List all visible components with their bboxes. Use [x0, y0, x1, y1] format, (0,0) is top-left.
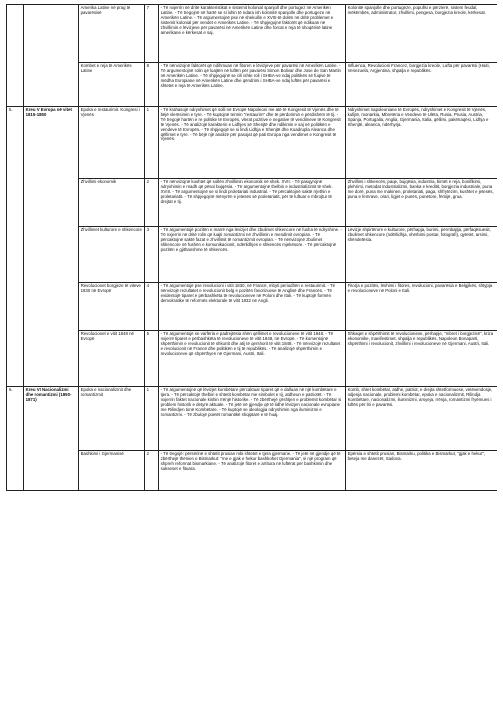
topic-cell: Revolucionet e vitit 1848 në Evropë: [79, 331, 145, 387]
objectives-cell: - Të nënvizojnë faktorët që ndihmuan në fitoren e lëvizjeve për pavarësi në Amerikën Latine. - Të argumentojnë rolin që luajtën në luftën për pavarësi Simon Bolivar dhe Jose de San Martin në Amerikën Latine. - Të shpjegojnë se cili ishte roli i SHBA-ve ndaj politikës së fuqive të mëdha Evropiane në Amerikën Latine dhe qëndrimi i SHBA-ve ndaj luftës për pavarësi e shtetet e reja të Amerikës Latine.: [159, 63, 346, 107]
objectives-cell: - Të argumentojë pozitën e marrë nga lëvizjet dhe zbulimet shkencore në fusha të ndryshme. - Të nxjerrin në dritë rolin që luajti romantizmi në zhvillimin e mendimit evropian. - Të përcaktojnë saktë fazat e zhvillimit të romantizmit evropian. - Të nënvizojnë zbulimet shkencore në fushën e komunikacionit, ndërlidhjes e shkencës mjekësore. - Të përcaktojnë pozitën e gjithanshme të shkencës.: [159, 227, 346, 283]
objectives-cell: - Të argumentojnë që lëvizjet kombëtare përcaktuar tiparet që e dalluan në një kombëtare e tjera. - Të përcaktojë thelbin e shtetit kombëtar me simbolet e tij, atdheun e patriotët. - Të nxjerrin faktet nacionale kishin rrënjë historike. - Të zbërthejë çështjen e problemit kombëtar si problem historik e detyrë aktuale. - Të jetë në gjendje që të lidhë lëvizjen nacionale evropiane me Rilindjen tonë Kombëtare. - Të kuptojë se ideologjia ndryshimin nga iluminizmi e romantizmi. - Të zbulojë poetët romantikë shqiptarë e të huaj.: [159, 387, 346, 451]
table-row: [7, 63, 498, 107]
hours-cell: 1: [145, 387, 159, 451]
module-number-cell: 6.: [7, 387, 24, 491]
topic-cell: Kombet e reja të Amerikës Latine: [79, 63, 145, 107]
topic-cell: Revolucionet borgjeze të viteve 1830 në Evropë: [79, 283, 145, 331]
module-number-cell: 5.: [7, 107, 24, 387]
concepts-cell: Zhvillimi i shkencës, paqe, bujqësia, industria, bimët e reja, bonifikimi, plehrimi, metodat industrializmi, banka e kreditit, borgjezia industriale, puna me dorë, puna me makinen, proletariati, paga, shfrytëzim, kushtet e jetesës, puna e femrave, orari, ligjet e punës, punëtore, fëmijë, grua.: [346, 179, 498, 227]
table-row: [7, 179, 498, 227]
objectives-cell: - Të nxjerrin në dritë karakteristikat e sistemit kolonial spanjoll dhe portugez në Amerikën Latine. - Të tregojnë në hartë se si ishin të ndara ish kolonitë spanjolle dhe portugeze në Amerikën Latine. - Të argumentojnë pse në shekullin e XVIII-të dolën në dritë problemet e sistemit kolonial për vendet e Amerikës Latine. - Të shpjegojnë faktorët që ndikuan në zhvillimin e lëvizjeve për pavarësi në Amerikën Latine dhe forcat e reja të shoqërisë latine amerikane e kërkesat e saj.: [159, 5, 346, 63]
module-number-cell: [7, 5, 24, 107]
topic-cell: Zhvillimet kulturore e shkencore: [79, 227, 145, 283]
table-row: [7, 331, 498, 387]
hours-cell: 7: [145, 5, 159, 63]
table-row: [7, 283, 498, 331]
topic-cell: Epoka e nacionalizmit dhe romantizmit: [79, 387, 145, 451]
module-cell: [24, 387, 79, 491]
hours-cell: 4: [145, 283, 159, 331]
topic-cell: Epoka e restaurimit. Kongresi i Vjenës: [79, 107, 145, 179]
objectives-cell: - Të tregojë: përsërinë e shtetit prusian mbi shtetet e tjera gjermane. - Të jetë në gjendje që të zbërthejë thënien e Bismarkut: "me e gjak e hekur bashkohet Gjermania", si një program që shpreh reformat bismarkiane. - Të analizojë fitoret e arritura në luftërat për bashkimin dhe sukseset e fituara.: [159, 451, 346, 491]
curriculum-table: [6, 4, 497, 491]
concepts-cell: Influenca, Revolucioni Francez, borgjezia kreole, Lufta për pavarësi (Haiti, Venezuela, Argjentina, shpalja e republikës.: [346, 63, 498, 107]
topic-cell: Bashkimi i Gjermanisë: [79, 451, 145, 491]
hours-cell: 2: [145, 451, 159, 491]
objectives-cell: - Të argumentojë se varfëria e padrejtësia shën qëllimet e revolucioneve të vitit 1848. - Të nxjerrë tiparet e përbashkëta të revolucioneve të vitit 1848, në Evropë. - Të komentojnë shpërthimin e revolucionit të shkurtit dhe atij të qershorit të vitit 1848. - Të nënvizojë rezultatet e revolucionit në Francë dhe politikën e tij të republikës. - Të analizojë shpërthimin e revolucioneve që shpërthyen në Gjermani, Austri, Itali.: [159, 331, 346, 387]
concepts-cell: Fitorja e pozitës, lëshimi i fitores, revolucioni, pavarësia e Belgjikës, shtypja e revolucioneve në Poloni e Itali.: [346, 283, 498, 331]
concepts-cell: Kolonitë spanjolle dhe portugeze, popullsi e përzierë, sistem feudal, mëkëmbës, administrator, zhvillimi, pengesa, borgjezia kreole, kërkesat.: [346, 5, 498, 63]
document-page: [6, 4, 497, 709]
hours-cell: 3: [145, 227, 159, 283]
table-row: [7, 227, 498, 283]
hours-cell: 8: [145, 63, 159, 107]
concepts-cell: Ndryshimet napoleoniane të Evropës, ndryshimet e Kongresit të Vjenës, kufijtë, monarkia, Mbretëria e Vendeve të Ulëta, Rusia, Prusia, Austria, Spanja, Portugalia, Anglia, Gjermania, Italia, qëllimi, pakënaqësi, Lidhja e Shenjtë, aleanca, ndërhyrja.: [346, 107, 498, 179]
table-row: [7, 5, 498, 63]
concepts-cell: Shkaqet e shpërthimit të revolucioneve, përhapje, "mbret i borgjezisë", kriza ekonomike, manifestimet, shpalja e republikës, Napoleon Bonaparti, shpërthimi i revolucionit, zhvillimi i revolucioneve në Gjermani, Austri, Itali.: [346, 331, 498, 387]
concepts-cell: Epërsia e shtetit prusian, Bismarku, politika e Bismarkut, "gjak e hekur", beteja me danezët, Sadova.: [346, 451, 498, 491]
hours-cell: 2: [145, 179, 159, 227]
objectives-cell: - Të argumentojë pse revolucioni i vitit 1830, në Francë, mbyti periudhën e restaurimit. - Të nënvizojë rezultatet e revolucionit belg e pozitën favorizuese të Anglisë dhe Francës. - Të evidentojë tiparet e përbashkëta të revolucioneve në Poloni dhe Itali. - Të kuptojë formën demokratike të reformës elektorale të vitit 1832 në Angli.: [159, 283, 346, 331]
hours-cell: 1: [145, 107, 159, 179]
table-row: [7, 451, 498, 491]
hours-cell: 5: [145, 331, 159, 387]
module-title: Kreu V Evropa në vitet 1815-1850: [25, 107, 72, 118]
concepts-cell: Lëvizje shpirtërore e kulturore, përhapja, burimi, përmbajtja, përfaqësuesit, zbulimet shkencore (ndërlidhja, shërbimi postar, fotografi), qytetet, arsimi, shëndetësia.: [346, 227, 498, 283]
objectives-cell: - Të krahasojë ndryshimet që solli në Evropë Napoleoni me atë të Kongresit të Vjenës dhe të bëjë vlerësimin e tyre. - Të kuptojnë termin "restaurim" dhe të përdorimin e përdishëm të tij. - Të tregojë hartën e re politike të Evropës, vlerat pozitive e negative të vendimeve të Kongresit të Vjenës. - Të analizojë karakterin e Lidhjes së Shenjtë dhe ndikimin e saj në politikën e vendeve të Evropës. - Të shpjegojë se si lindi Lidhja e Shenjtë dhe Kuadrupla Aleanca dhe qëllimet e tyre. - Të bëjë një analizë për pasojat që pati Evropa nga vendimet e Kongresit të Vjenës.: [159, 107, 346, 179]
module-title: Kreu VI Nacionalizmi dhe romantizmi (1850-1871): [25, 387, 72, 403]
topic-cell: Zhvillimi ekonomik: [79, 179, 145, 227]
concepts-cell: Komb, shtet kombëtar, atdhe, patriot, e drejta shtetformuese, vetëvendosje, ndjenja nacionale, problemi kombëtar, epoka e nacionalizmit, Rilindja Kombëtare, nacionalizmi, iluminizmi, arsyeja, rrënja, romantizmi fryëmues i luftës për liri e pavarësi.: [346, 387, 498, 451]
module-cell: [24, 5, 79, 107]
module-cell: [24, 107, 79, 387]
table-row: [7, 107, 498, 179]
table-row: [7, 387, 498, 451]
objectives-cell: - Të nënvizojnë kushtet që sollën zhvillimin ekonomik në shek. XVII. - Të pasqyrojnë ndryshimin e madh që pësoi bujqësia. - Të argumentojnë thelbin e industrializimit të shek. XVIII. - Të argumentojnë se si lindi proletariati industrial. - Të përcaktojnë saktë rrjethin e proletariatit. - Të shpjegojnë mënyrën e jetesës së proletariatit, për të luftuar e mbrojtur të drejtat e tij.: [159, 179, 346, 227]
topic-cell: Amerika Latine në prag të pavarësisë: [79, 5, 145, 63]
